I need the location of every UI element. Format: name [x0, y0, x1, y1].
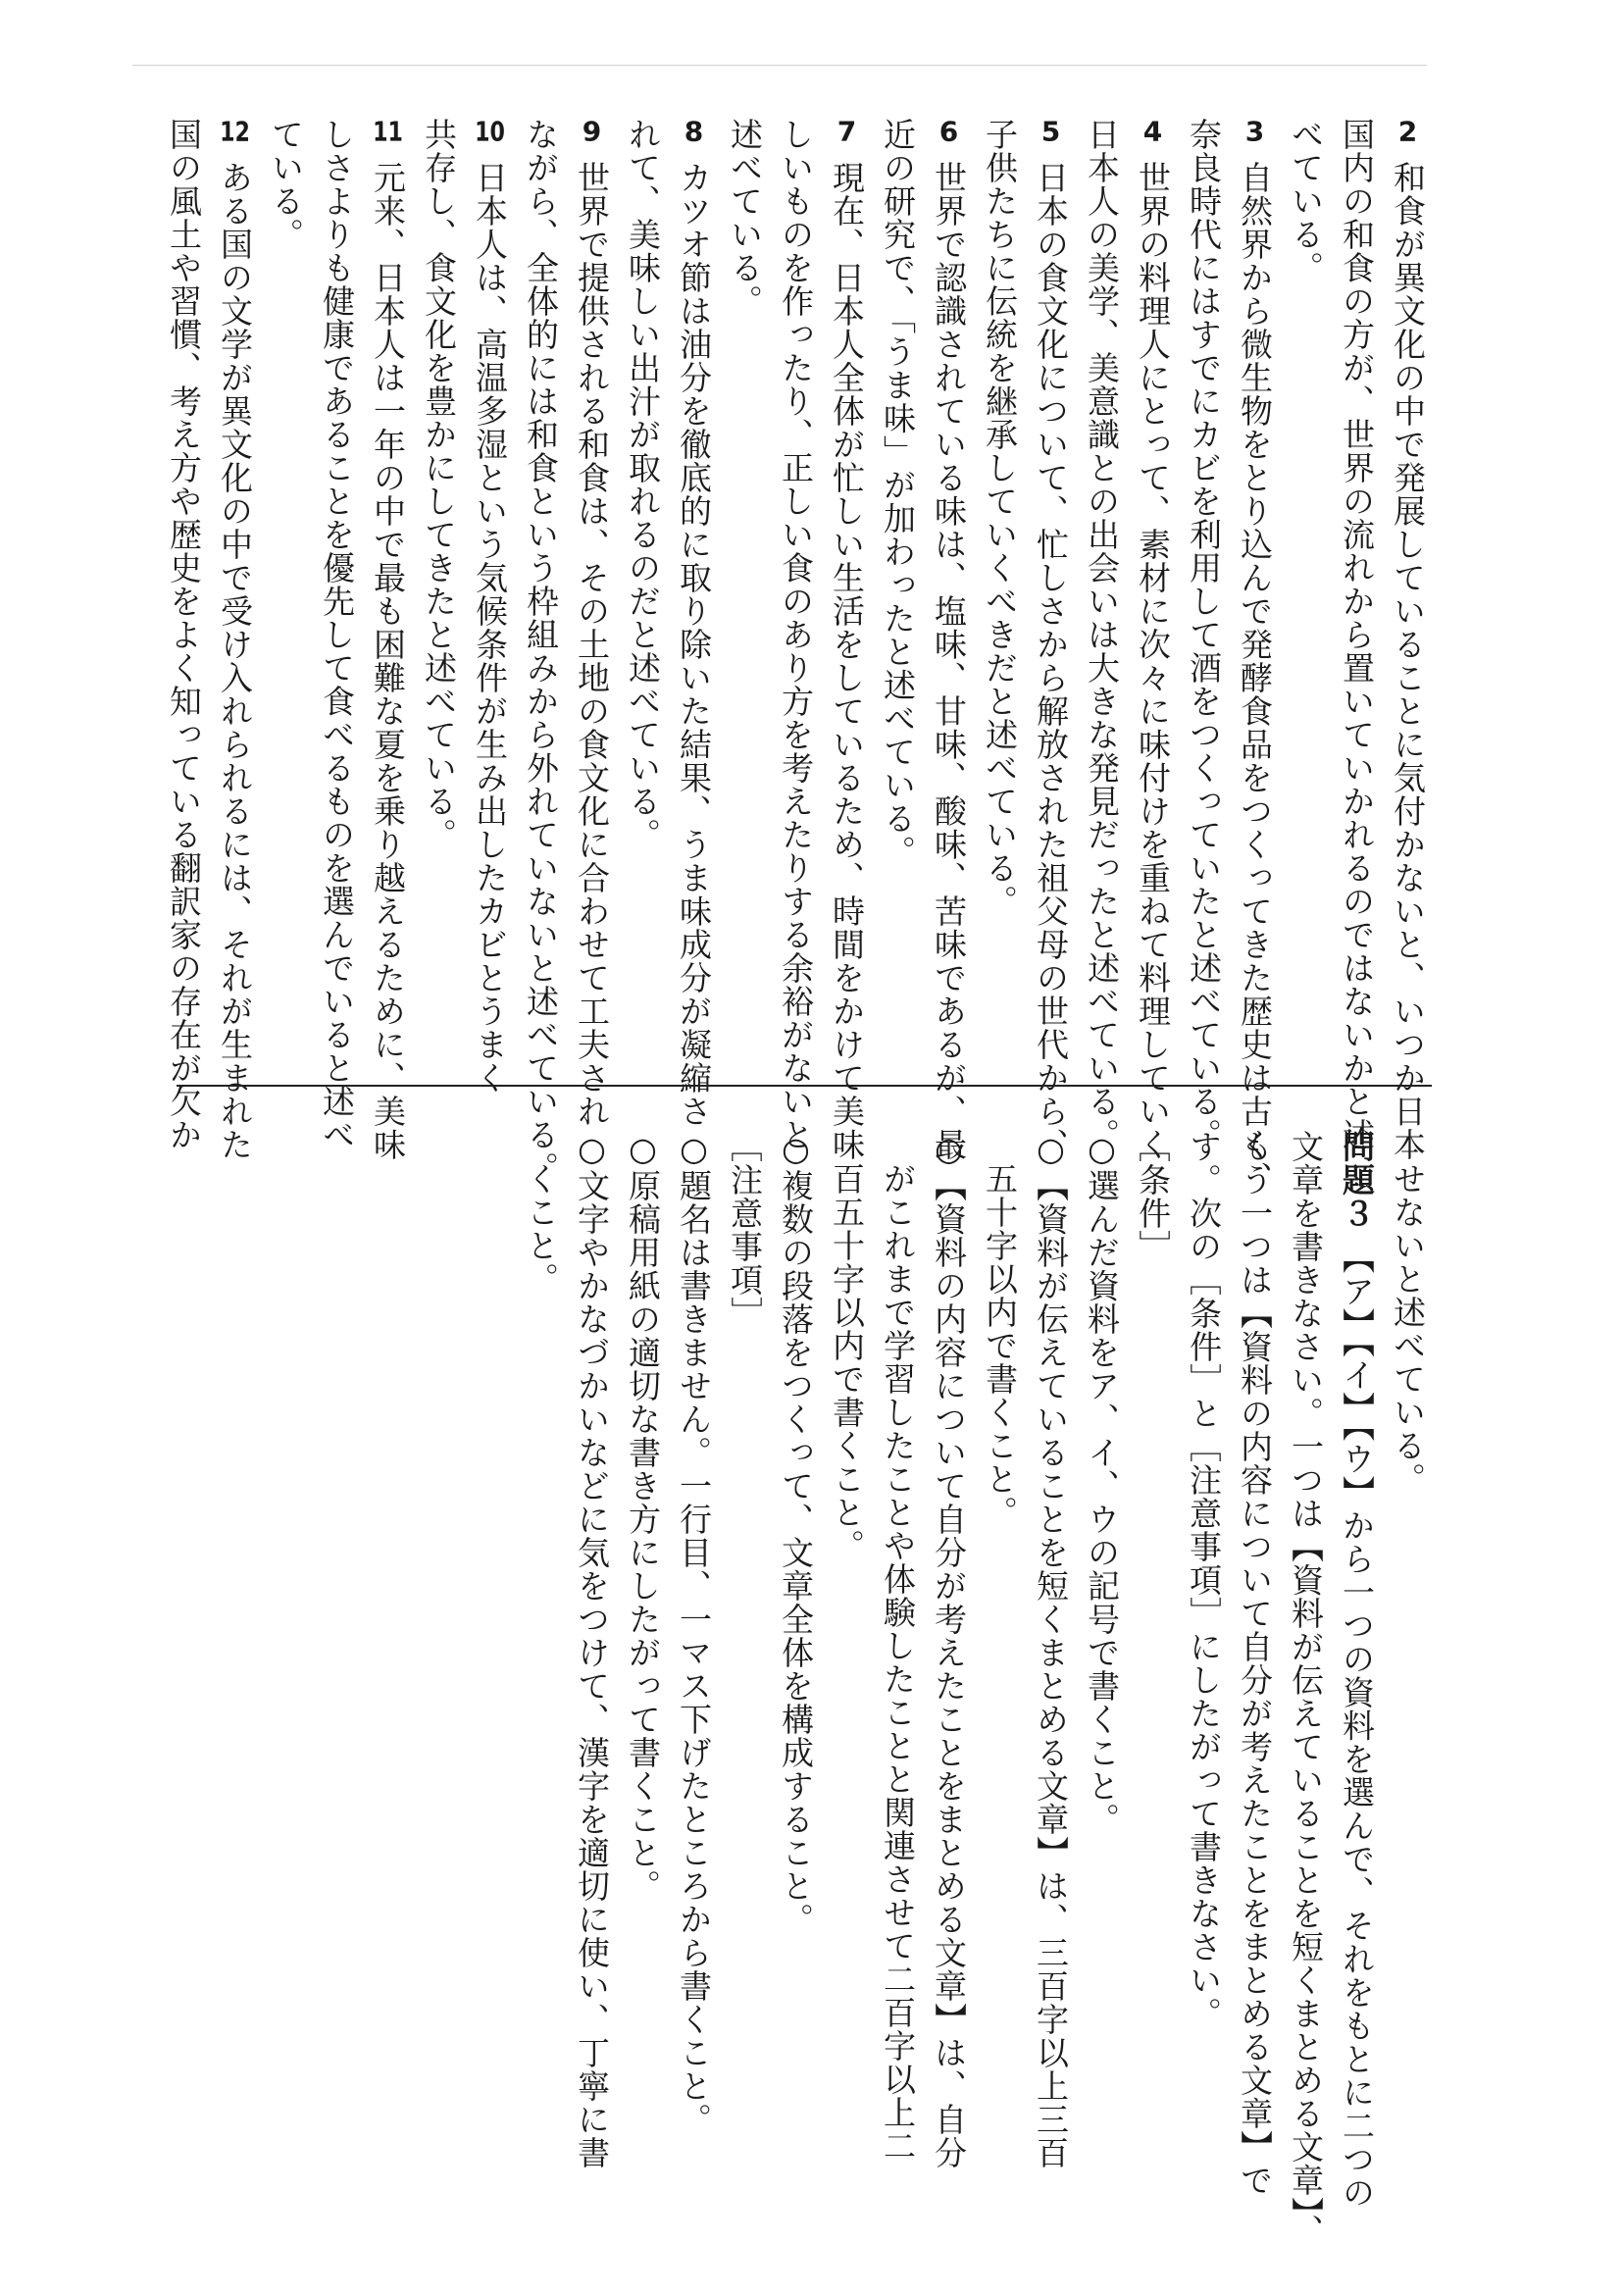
choice-11-line: ている。 — [267, 118, 305, 251]
top-rule — [132, 65, 1427, 66]
condition-item-line: ○選んだ資料をア、イ、ウの記号で書くこと。 — [1083, 1130, 1121, 1836]
choice-text: 自然界から微生物をとり込んで発酵食品をつくってきた歴史は古く、 — [1236, 161, 1274, 1195]
choice-number: 12 — [220, 118, 250, 145]
note-item-line: ○題名は書きません。一行目、一マス下げたところから書くこと。 — [675, 1130, 713, 2136]
choice-2-line: べている。 — [1287, 118, 1325, 284]
choice-3-line: 奈良時代にはすでにカビを利用して酒をつくっていたと述べている。 — [1185, 118, 1223, 1151]
choice-2-line — [1382, 118, 1433, 1161]
instruction-line: す。次の［条件］と［注意事項］にしたがって書きなさい。 — [1185, 1130, 1223, 2030]
question-3-first-line — [1331, 1130, 1382, 2210]
choice-number: 3 — [1244, 118, 1265, 145]
choice-6-line — [923, 118, 974, 1161]
choice-2-line: 国内の和食の方が、世界の流れから置いていかれるのではないかと述 — [1338, 118, 1376, 1151]
question-3-label: 問題３ — [1338, 1130, 1376, 1230]
condition-item-line: がこれまで学習したことや体験したことと関連させて二百字以上二 — [879, 1162, 917, 2163]
choice-text: 日本人は、高温多湿という気候条件が生み出したカビとうまく — [471, 161, 509, 1095]
choice-number: 9 — [582, 118, 602, 145]
condition-item-line: ○【資料の内容について自分が考えたことをまとめる文章】は、自分 — [930, 1130, 968, 2169]
choice-7-line — [821, 118, 872, 1161]
note-item-line: くこと。 — [522, 1162, 560, 1296]
choice-5-line: 子供たちに伝統を継承していくべきだと述べている。 — [981, 118, 1019, 918]
choice-12-line — [209, 118, 260, 1161]
choice-9-line — [566, 118, 617, 1128]
choice-5-line — [1025, 118, 1076, 1161]
instruction-line: 文章を書きなさい。一つは【資料が伝えていることを短くまとめる文章】、 — [1287, 1130, 1325, 2248]
choice-9-line: ながら、全体的には和食という枠組みから外れていないと述べている。 — [522, 118, 560, 1185]
choice-7-line: しいものを作ったり、正しい食のあり方を考えたりする余裕がないと — [777, 118, 815, 1151]
choice-number: 5 — [1040, 118, 1061, 145]
instruction-line: 【ア】【イ】【ウ】から一つの資料を選んで、それをもとに二つの — [1338, 1241, 1376, 2210]
choice-7-line: 述べている。 — [726, 118, 764, 318]
choice-text: 世界で認識されている味は、塩味、甘味、酸味、苦味であるが、最 — [930, 161, 968, 1161]
choice-8-line — [668, 118, 719, 1128]
choice-number: 4 — [1142, 118, 1163, 145]
condition-item-line: 百五十字以内で書くこと。 — [828, 1162, 866, 1562]
note-item-line: ○原稿用紙の適切な書き方にしたがって書くこと。 — [624, 1130, 662, 1903]
choice-number: 2 — [1397, 118, 1418, 145]
choice-number: 11 — [373, 118, 403, 145]
choice-number: 10 — [475, 118, 505, 145]
choice-text: 日本の食文化について、忙しさから解放された祖父母の世代から、 — [1032, 161, 1070, 1161]
notes-header: ［注意事項］ — [726, 1130, 764, 1330]
choice-number: 6 — [939, 118, 959, 145]
choice-4-line: 日本人の美学、美意識との出会いは大きな発見だったと述べている。 — [1083, 118, 1121, 1151]
choice-12-continuation: せないと述べている。 — [1389, 1162, 1427, 1496]
choice-8-line: れて、美味しい出汁が取れるのだと述べている。 — [624, 118, 662, 851]
choice-text: 世界の料理人にとって、素材に次々に味付けを重ねて料理していく — [1134, 161, 1172, 1161]
choice-text: 和食が異文化の中で発展していることに気付かないと、いつか日本 — [1389, 161, 1427, 1161]
choice-number: 7 — [837, 118, 857, 145]
choice-6-line: 近の研究で、「うま味」が加わったと述べている。 — [879, 118, 917, 869]
instruction-line: もう一つは【資料の内容について自分が考えたことをまとめる文章】で — [1236, 1130, 1274, 2197]
choice-text: カツオ節は油分を徹底的に取り除いた結果、うま味成分が凝縮さ — [675, 161, 713, 1128]
choice-text: ある国の文学が異文化の中で受け入れられるには、それが生まれた — [216, 161, 254, 1161]
choice-text: 現在、日本人全体が忙しい生活をしているため、時間をかけて美味 — [828, 161, 866, 1161]
choice-number: 8 — [684, 118, 704, 145]
condition-item-line: ○複数の段落をつくって、文章全体を構成すること。 — [777, 1130, 815, 1936]
choice-4-line — [1127, 118, 1178, 1161]
note-item-line: ○文字やかなづかいなどに気をつけて、漢字を適切に使い、丁寧に書 — [573, 1130, 611, 2169]
question-3-section — [515, 1130, 1433, 2248]
choice-text: 世界で提供される和食は、その土地の食文化に合わせて工夫され — [573, 161, 611, 1128]
condition-item-line: ○【資料が伝えていることを短くまとめる文章】は、三百字以上三百 — [1032, 1130, 1070, 2169]
condition-item-line: 五十字以内で書くこと。 — [981, 1162, 1019, 1529]
section-divider — [177, 1085, 1432, 1087]
conditions-header: ［条件］ — [1134, 1130, 1172, 1263]
choice-3-line — [1229, 118, 1280, 1195]
choice-12-line: 国の風土や習慣、考え方や歴史をよく知っている翻訳家の存在が欠か — [165, 118, 203, 1151]
choice-10-line: 共存し、食文化を豊かにしてきたと述べている。 — [420, 118, 458, 851]
choice-10-line — [464, 118, 515, 1095]
choice-11-line — [362, 118, 413, 1161]
choice-11-line: しさよりも健康であることを優先して食べるものを選んでいると述べ — [318, 118, 356, 1151]
choice-text: 元来、日本人は一年の中で最も困難な夏を乗り越えるために、美味 — [369, 161, 407, 1161]
